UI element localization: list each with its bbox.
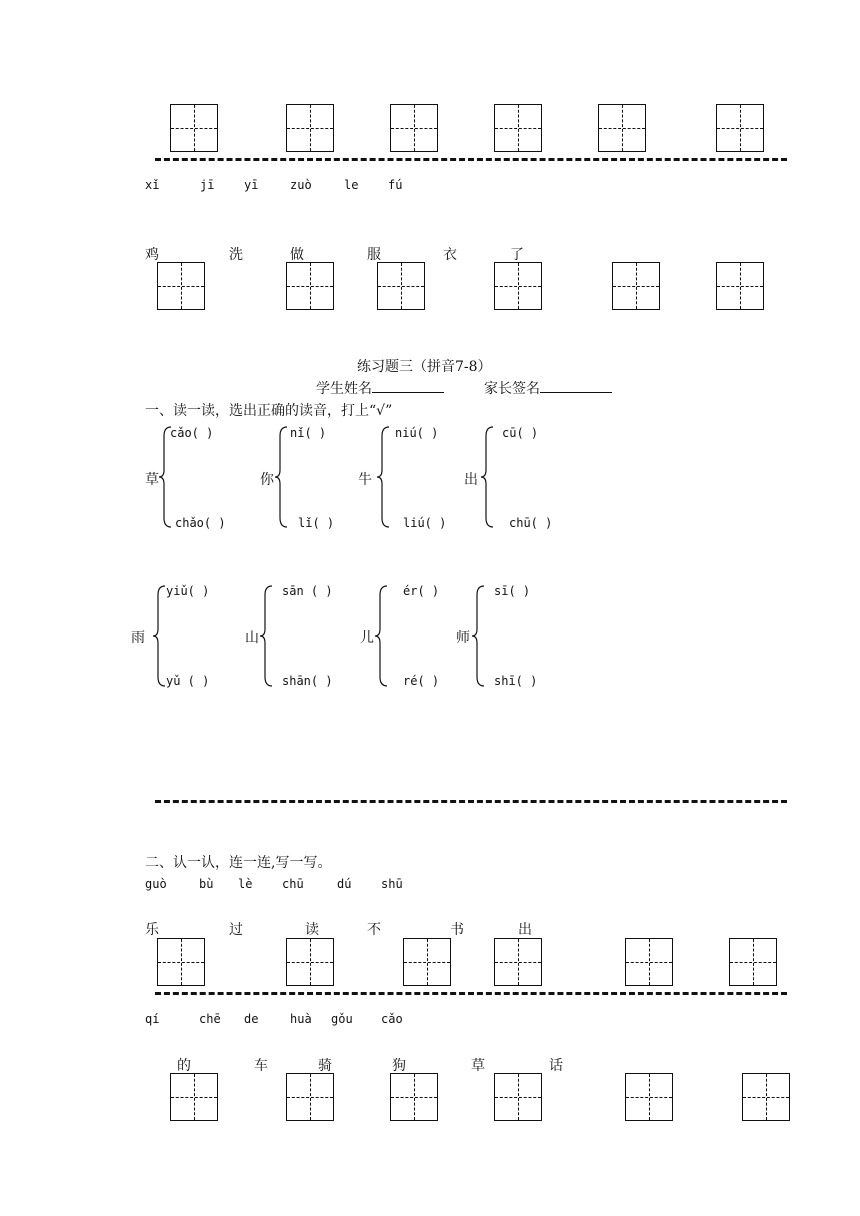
hanzi: 不 xyxy=(367,922,381,938)
pinyin: zuò xyxy=(290,178,312,192)
writing-box[interactable] xyxy=(286,104,334,152)
brace-icon xyxy=(274,426,288,528)
brace-icon xyxy=(480,426,494,528)
pinyin: bù xyxy=(199,877,214,891)
pinyin: xǐ xyxy=(145,178,160,192)
pinyin: cǎo xyxy=(381,1012,403,1026)
brace-icon xyxy=(158,426,172,528)
pinyin: dú xyxy=(337,877,352,891)
pinyin-option[interactable]: sī( ) xyxy=(494,584,531,598)
pinyin-option[interactable]: shān( ) xyxy=(282,674,333,688)
writing-box[interactable] xyxy=(625,1073,673,1121)
brace-icon xyxy=(471,585,485,687)
brace-icon xyxy=(259,585,273,687)
pinyin: le xyxy=(344,178,359,192)
hanzi: 的 xyxy=(177,1058,191,1074)
pinyin-option[interactable]: ér( ) xyxy=(403,584,440,598)
writing-box[interactable] xyxy=(494,1073,542,1121)
hanzi: 草 xyxy=(145,472,159,488)
writing-box[interactable] xyxy=(494,938,542,986)
pinyin-option[interactable]: niú( ) xyxy=(395,426,439,440)
pinyin: chē xyxy=(199,1012,221,1026)
writing-box[interactable] xyxy=(716,262,764,310)
writing-box[interactable] xyxy=(390,104,438,152)
hanzi: 乐 xyxy=(145,922,159,938)
writing-box[interactable] xyxy=(170,104,218,152)
dashed-divider xyxy=(155,800,787,803)
hanzi: 你 xyxy=(260,472,274,488)
pinyin-option[interactable]: sān ( ) xyxy=(282,584,333,598)
pinyin-option[interactable]: nǐ( ) xyxy=(290,426,327,440)
hanzi: 山 xyxy=(245,630,259,646)
hanzi: 过 xyxy=(229,922,243,938)
parent-signature-label: 家长签名 xyxy=(484,381,540,397)
writing-box[interactable] xyxy=(625,938,673,986)
pinyin: yī xyxy=(244,178,259,192)
dashed-divider xyxy=(155,158,787,161)
writing-box[interactable] xyxy=(598,104,646,152)
pinyin: shū xyxy=(381,877,403,891)
hanzi: 读 xyxy=(305,922,319,938)
question-2: 二、认一认，连一连,写一写。 xyxy=(145,855,332,871)
writing-box[interactable] xyxy=(170,1073,218,1121)
pinyin: chū xyxy=(282,877,304,891)
hanzi: 雨 xyxy=(131,630,145,646)
writing-box[interactable] xyxy=(612,262,660,310)
pinyin: jī xyxy=(200,178,215,192)
hanzi: 车 xyxy=(254,1058,268,1074)
page-title: 练习题三（拼音7-8） xyxy=(357,359,492,375)
hanzi: 话 xyxy=(549,1058,563,1074)
hanzi: 了 xyxy=(510,247,524,263)
hanzi: 草 xyxy=(471,1058,485,1074)
hanzi: 骑 xyxy=(318,1058,332,1074)
student-name-label: 学生姓名 xyxy=(316,381,372,397)
hanzi: 衣 xyxy=(443,247,457,263)
pinyin-option[interactable]: yiǔ( ) xyxy=(166,584,210,598)
pinyin: huà xyxy=(290,1012,312,1026)
writing-box[interactable] xyxy=(157,262,205,310)
hanzi: 洗 xyxy=(229,247,243,263)
brace-icon xyxy=(376,426,390,528)
pinyin: gǒu xyxy=(331,1012,353,1026)
hanzi: 师 xyxy=(456,630,470,646)
pinyin-option[interactable]: chǎo( ) xyxy=(175,516,226,530)
pinyin-option[interactable]: ré( ) xyxy=(403,674,440,688)
hanzi: 出 xyxy=(464,472,478,488)
pinyin: fú xyxy=(388,178,403,192)
writing-box[interactable] xyxy=(286,938,334,986)
pinyin-option[interactable]: lǐ( ) xyxy=(298,516,335,530)
hanzi: 服 xyxy=(367,247,381,263)
writing-box[interactable] xyxy=(403,938,451,986)
writing-box[interactable] xyxy=(494,262,542,310)
question-1: 一、读一读，选出正确的读音，打上“√” xyxy=(145,403,393,419)
pinyin: guò xyxy=(145,877,167,891)
pinyin-option[interactable]: yǔ ( ) xyxy=(166,674,210,688)
writing-box[interactable] xyxy=(494,104,542,152)
hanzi: 出 xyxy=(518,922,532,938)
student-name-field[interactable] xyxy=(316,378,444,398)
parent-signature-field[interactable] xyxy=(484,378,612,398)
pinyin-option[interactable]: cǎo( ) xyxy=(170,426,214,440)
writing-box[interactable] xyxy=(377,262,425,310)
hanzi: 牛 xyxy=(358,472,372,488)
hanzi: 鸡 xyxy=(145,247,159,263)
writing-box[interactable] xyxy=(716,104,764,152)
hanzi: 狗 xyxy=(392,1058,406,1074)
hanzi: 书 xyxy=(450,922,464,938)
hanzi: 儿 xyxy=(360,630,374,646)
pinyin: de xyxy=(244,1012,259,1026)
writing-box[interactable] xyxy=(390,1073,438,1121)
writing-box[interactable] xyxy=(729,938,777,986)
dashed-divider xyxy=(155,992,787,995)
pinyin-option[interactable]: chū( ) xyxy=(509,516,553,530)
writing-box[interactable] xyxy=(742,1073,790,1121)
pinyin: qí xyxy=(145,1012,160,1026)
pinyin: lè xyxy=(238,877,253,891)
pinyin-option[interactable]: cū( ) xyxy=(502,426,539,440)
pinyin-option[interactable]: liú( ) xyxy=(403,516,447,530)
hanzi: 做 xyxy=(290,247,304,263)
writing-box[interactable] xyxy=(286,1073,334,1121)
writing-box[interactable] xyxy=(286,262,334,310)
brace-icon xyxy=(374,585,388,687)
writing-box[interactable] xyxy=(157,938,205,986)
pinyin-option[interactable]: shī( ) xyxy=(494,674,538,688)
brace-icon xyxy=(152,585,166,687)
